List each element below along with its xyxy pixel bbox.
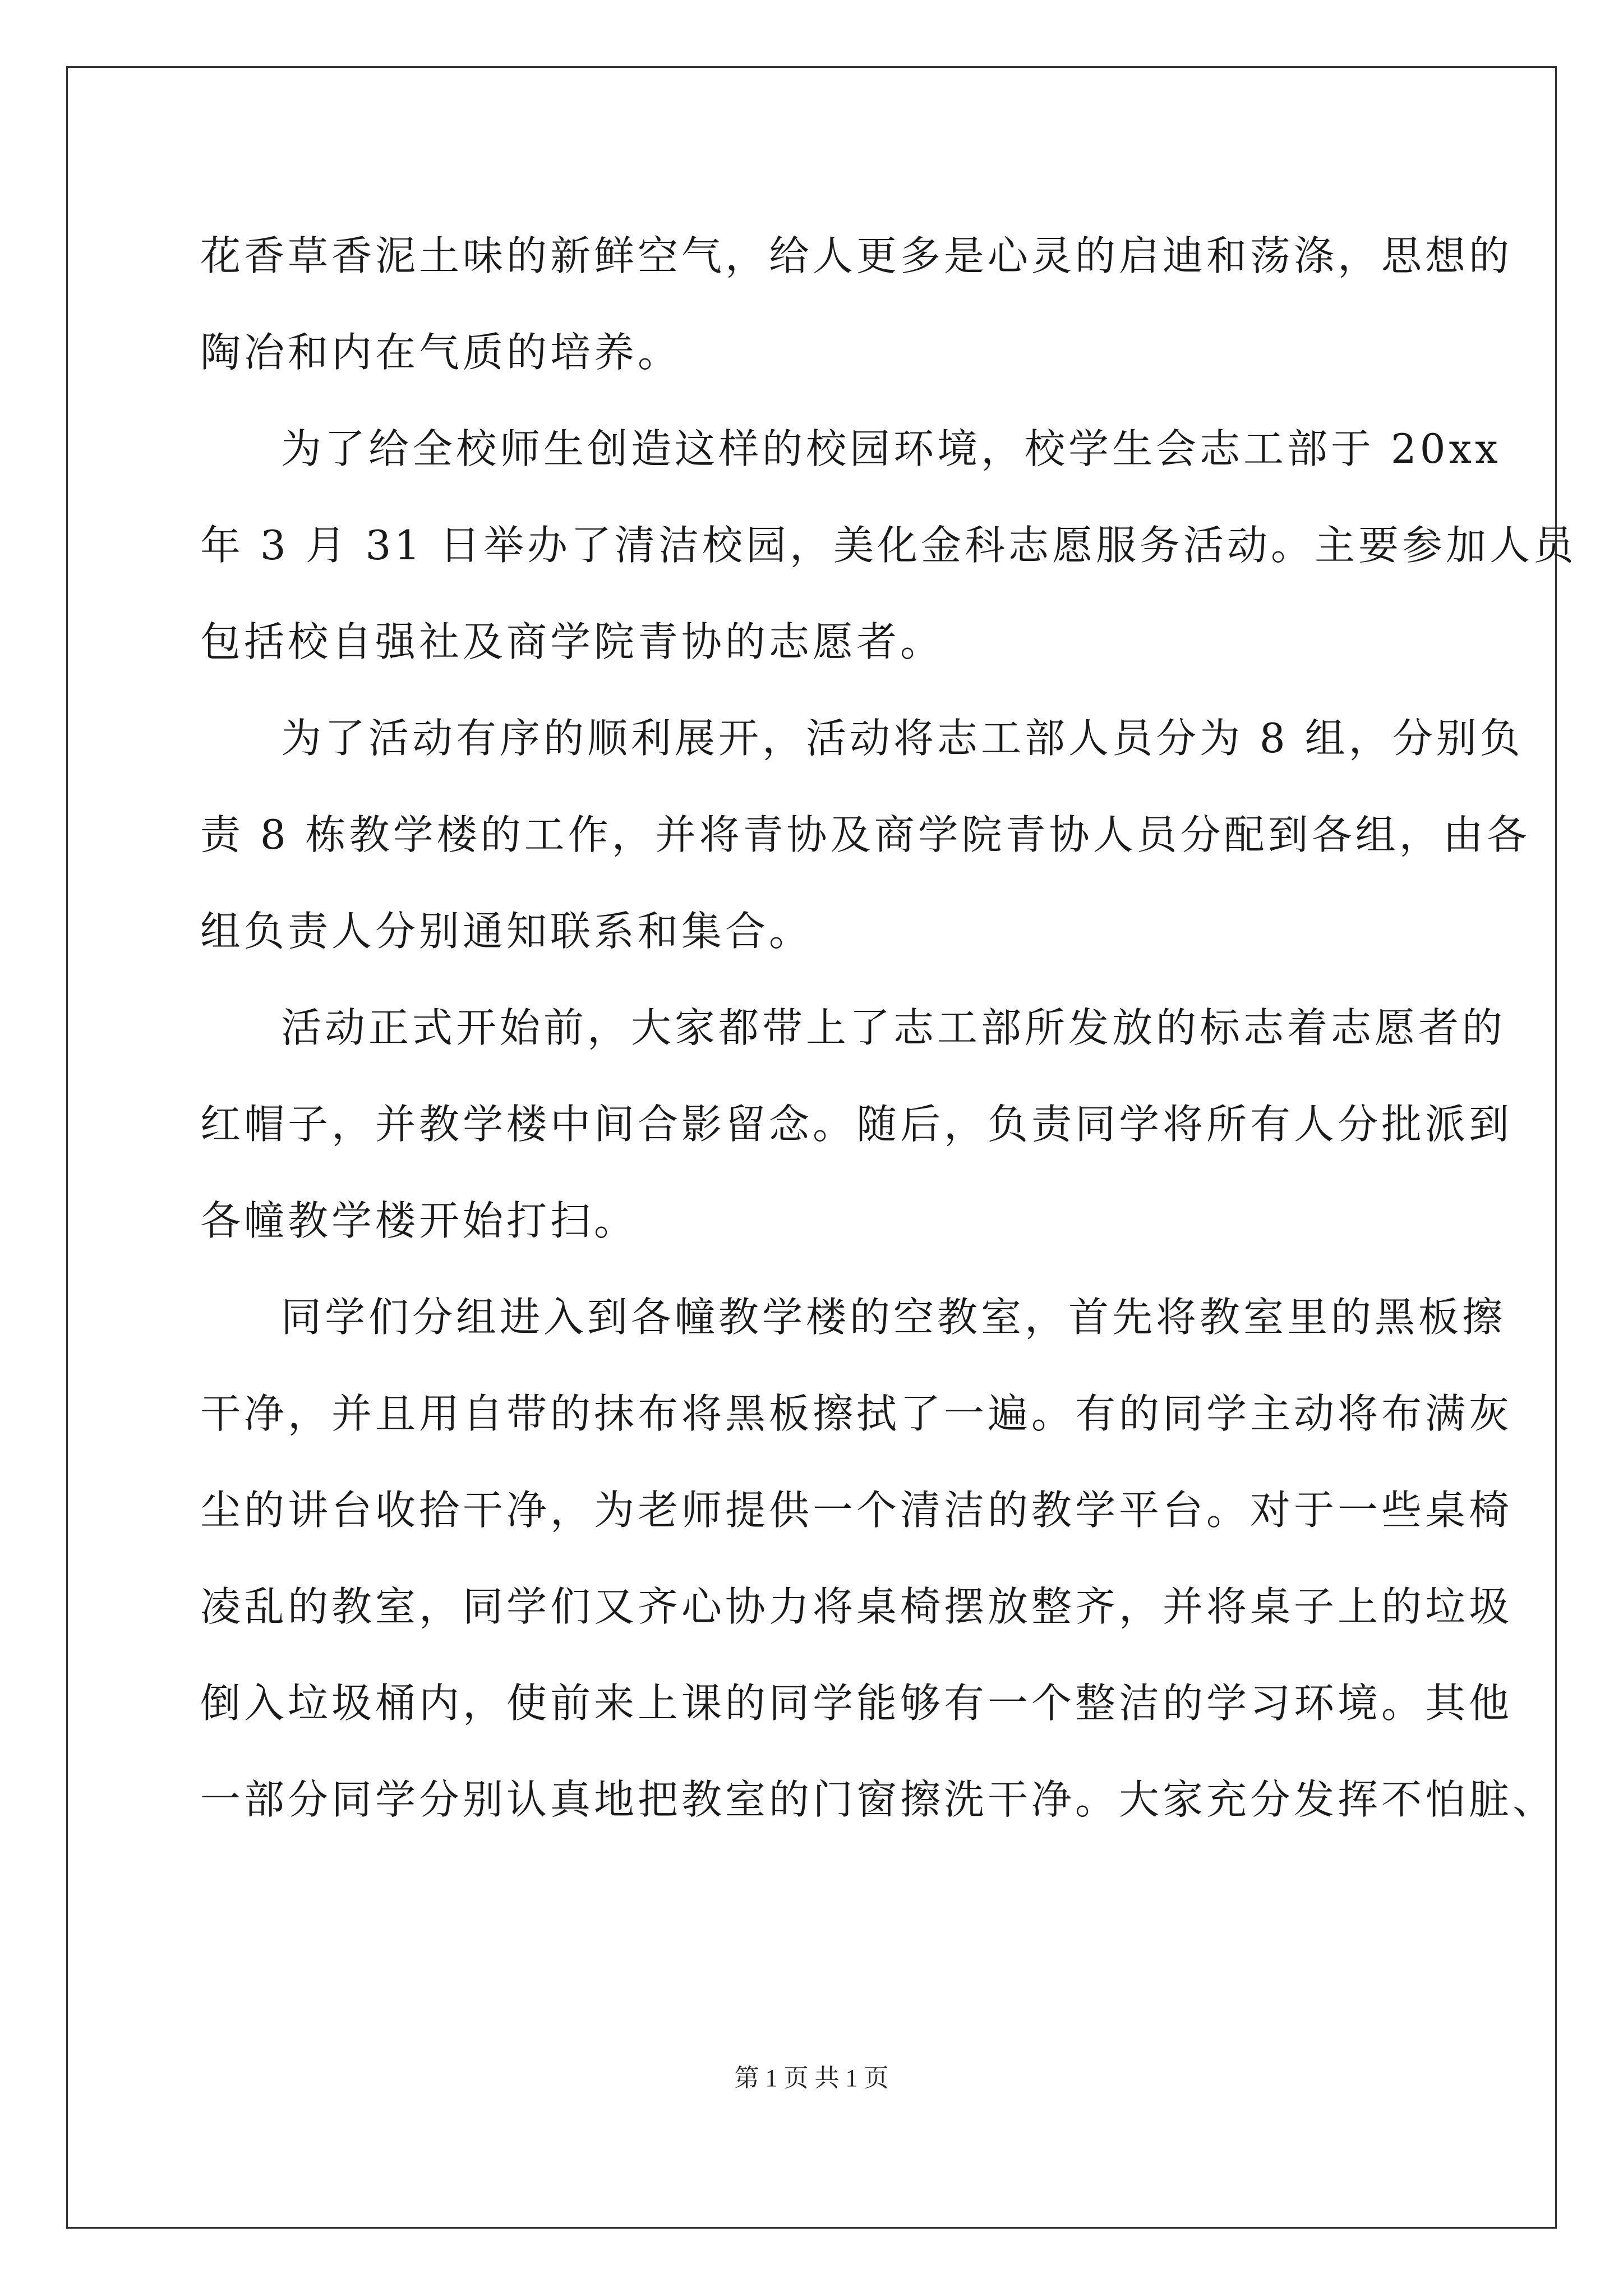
text-line: 红帽子，并教学楼中间合影留念。随后，负责同学将所有人分批派到 (200, 1101, 1513, 1148)
text-line: 包括校自强社及商学院青协的志愿者。 (200, 618, 944, 665)
paragraph-1 (200, 208, 1513, 401)
paragraph-5 (200, 1269, 1557, 1848)
text-line: 年 3 月 31 日举办了清洁校园，美化金科志愿服务活动。主要参加人员 (200, 522, 1577, 569)
text-line: 陶冶和内在气质的培养。 (200, 329, 682, 376)
text-line: 为了给全校师生创造这样的校园环境，校学生会志工部于 20xx (281, 425, 1501, 472)
text-line: 各幢教学楼开始打扫。 (200, 1197, 638, 1244)
paragraph-4 (200, 979, 1513, 1269)
document-body (200, 208, 1577, 1848)
text-line: 为了活动有序的顺利展开，活动将志工部人员分为 8 组，分别负 (281, 715, 1524, 762)
text-line: 活动正式开始前，大家都带上了志工部所发放的标志着志愿者的 (281, 1004, 1506, 1051)
text-line: 一部分同学分别认真地把教室的门窗擦洗干净。大家充分发挥不怕脏、 (200, 1776, 1557, 1823)
text-line: 干净，并且用自带的抹布将黑板擦拭了一遍。有的同学主动将布满灰 (200, 1390, 1513, 1437)
text-line: 组负责人分别通知联系和集合。 (200, 908, 813, 955)
text-line: 凌乱的教室，同学们又齐心协力将桌椅摆放整齐，并将桌子上的垃圾 (200, 1583, 1513, 1630)
page-number-footer: 第 1 页 共 1 页 (734, 2064, 889, 2092)
text-line: 责 8 栋教学楼的工作，并将青协及商学院青协人员分配到各组，由各 (200, 811, 1530, 858)
text-line: 倒入垃圾桶内，使前来上课的同学能够有一个整洁的学习环境。其他 (200, 1680, 1513, 1727)
text-line: 花香草香泥土味的新鲜空气，给人更多是心灵的启迪和荡涤，思想的 (200, 232, 1513, 279)
paragraph-3 (200, 690, 1530, 979)
paragraph-2 (200, 401, 1577, 690)
text-line: 同学们分组进入到各幢教学楼的空教室，首先将教室里的黑板擦 (281, 1294, 1506, 1341)
text-line: 尘的讲台收拾干净，为老师提供一个清洁的教学平台。对于一些桌椅 (200, 1487, 1513, 1534)
